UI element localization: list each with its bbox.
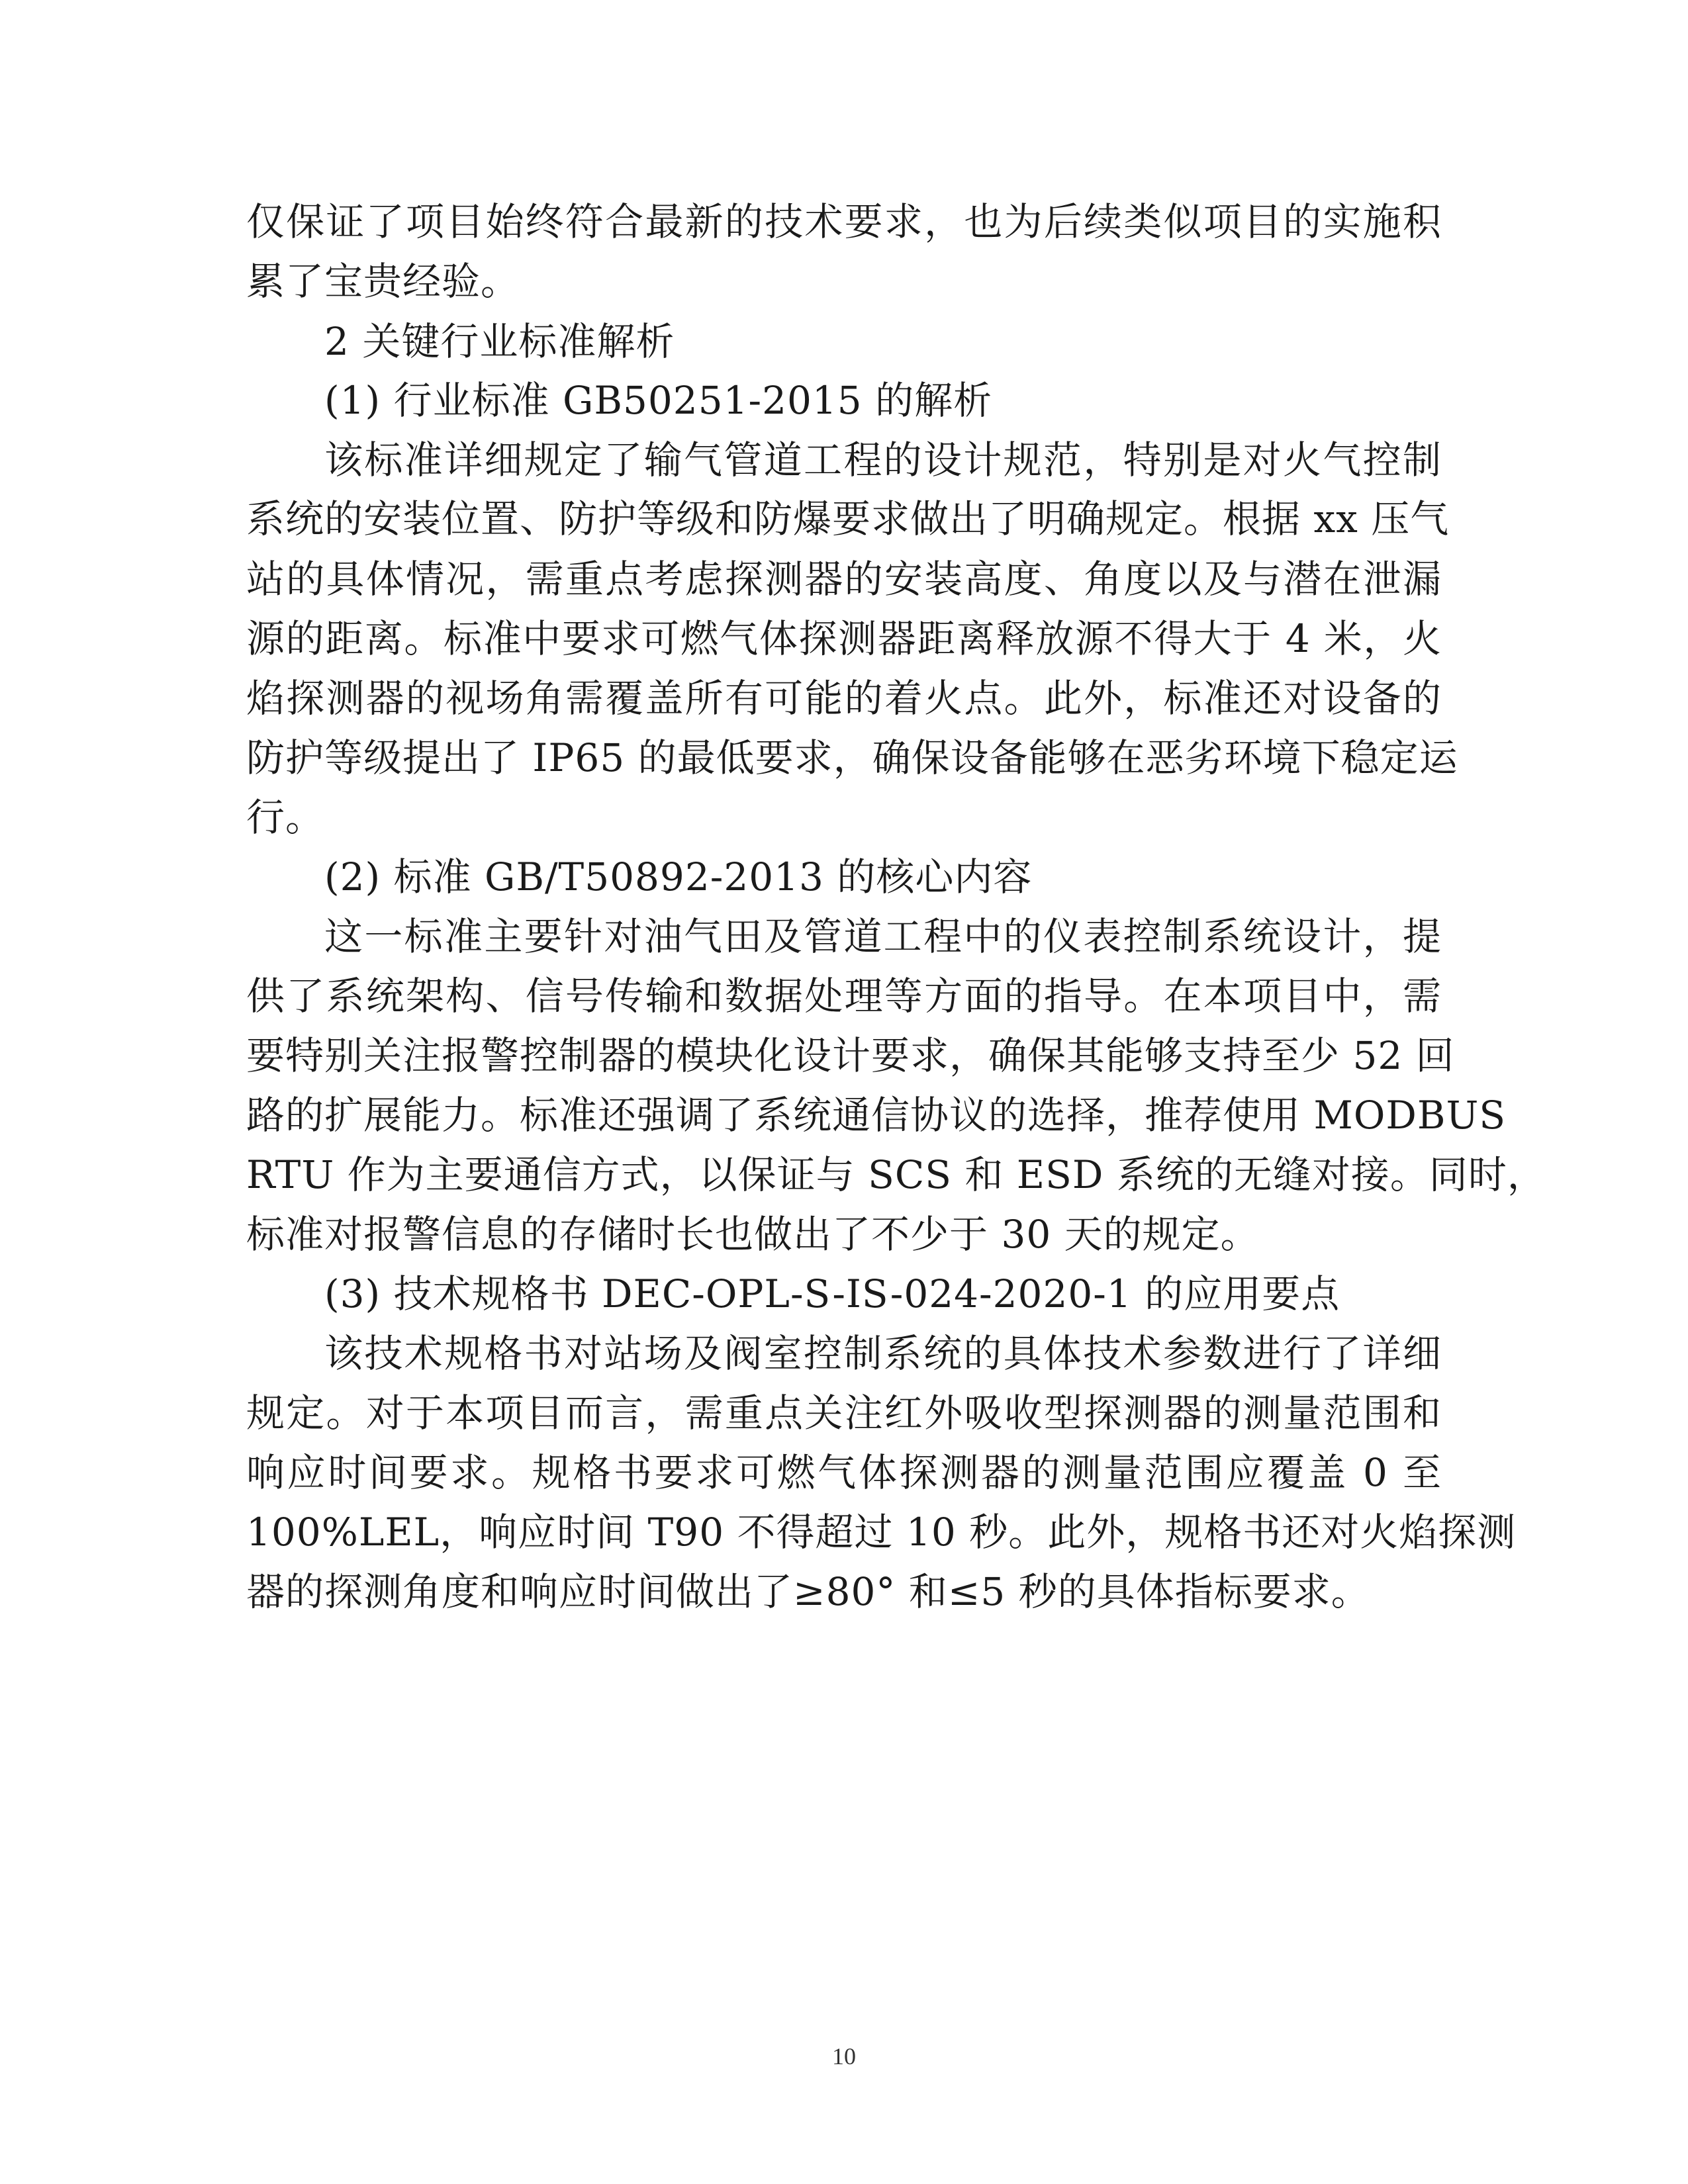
paragraph-line-text: 仅保证了项目始终符合最新的技术要求，也为后续类似项目的实施积 [246,199,1442,244]
paragraph-line-text: 系统的安装位置、防护等级和防爆要求做出了明确规定。根据 xx 压气 [246,496,1450,541]
paragraph-line-text: 标准对报警信息的存储时长也做出了不少于 30 天的规定。 [246,1212,1260,1257]
paragraph-line-text: 该技术规格书对站场及阀室控制系统的具体技术参数进行了详细 [324,1331,1442,1376]
paragraph-line-text: 累了宝贵经验。 [246,259,520,304]
paragraph-line-text: RTU 作为主要通信方式，以保证与 SCS 和 ESD 系统的无缝对接。同时， [246,1152,1546,1197]
paragraph-line-text: 源的距离。标准中要求可燃气体探测器距离释放源不得大于 4 米，火 [246,616,1442,661]
page-number: 10 [832,2043,856,2070]
paragraph-line-text: 焰探测器的视场角需覆盖所有可能的着火点。此外，标准还对设备的 [246,676,1442,721]
paragraph-line-text: 该标准详细规定了输气管道工程的设计规范，特别是对火气控制 [324,437,1442,482]
subheading-text: (1) 行业标准 GB50251-2015 的解析 [324,378,993,423]
paragraph-line-text: 器的探测角度和响应时间做出了≥80° 和≤5 秒的具体指标要求。 [246,1569,1370,1614]
paragraph-line-text: 行。 [246,795,325,840]
subheading-text: (3) 技术规格书 DEC-OPL-S-IS-024-2020-1 的应用要点 [324,1271,1340,1316]
paragraph-line-text: 站的具体情况，需重点考虑探测器的安装高度、角度以及与潜在泄漏 [246,557,1442,602]
subheading-text: (2) 标准 GB/T50892-2013 的核心内容 [324,854,1033,899]
paragraph-line-text: 响应时间要求。规格书要求可燃气体探测器的测量范围应覆盖 0 至 [246,1450,1442,1495]
paragraph-line-text: 这一标准主要针对油气田及管道工程中的仪表控制系统设计，提 [324,914,1442,959]
paragraph-line-text: 规定。对于本项目而言，需重点关注红外吸收型探测器的测量范围和 [246,1390,1442,1435]
paragraph-line-text: 100%LEL，响应时间 T90 不得超过 10 秒。此外，规格书还对火焰探测 [246,1510,1517,1555]
section-heading-text: 2 关键行业标准解析 [324,319,675,364]
paragraph-line-text: 要特别关注报警控制器的模块化设计要求，确保其能够支持至少 52 回 [246,1033,1455,1078]
paragraph-line-text: 防护等级提出了 IP65 的最低要求，确保设备能够在恶劣环境下稳定运 [246,735,1458,780]
paragraph-line-text: 供了系统架构、信号传输和数据处理等方面的指导。在本项目中，需 [246,974,1442,1019]
paragraph-line-text: 路的扩展能力。标准还强调了系统通信协议的选择，推荐使用 MODBUS [246,1093,1507,1138]
